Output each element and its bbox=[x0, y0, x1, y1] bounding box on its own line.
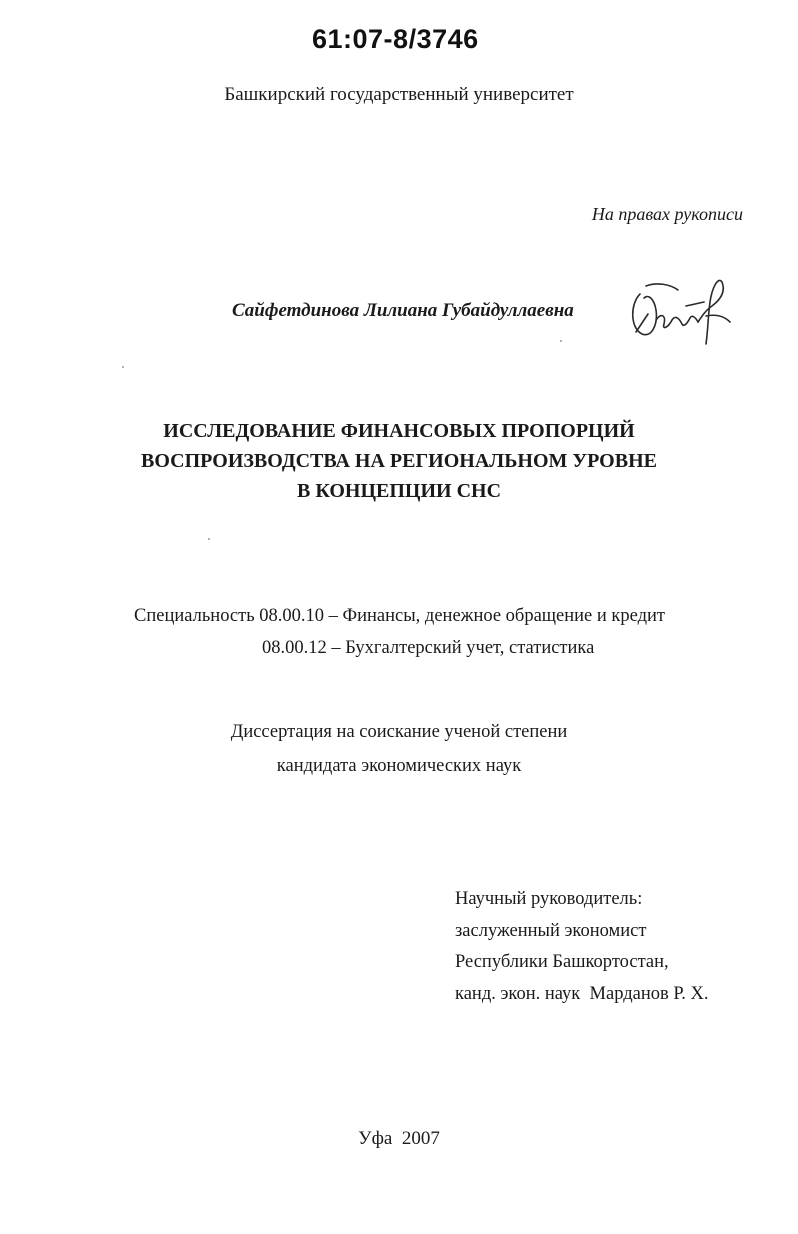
scan-speck bbox=[208, 538, 210, 540]
scientific-advisor bbox=[455, 884, 709, 1010]
specialty-line-2: 08.00.12 – Бухгалтерский учет, статистика bbox=[262, 638, 595, 658]
handwritten-signature bbox=[626, 272, 736, 352]
advisor-line: заслуженный экономист bbox=[455, 920, 647, 941]
degree-statement bbox=[0, 715, 798, 783]
title-line: ВОСПРОИЗВОДСТВА НА РЕГИОНАЛЬНОМ УРОВНЕ bbox=[141, 450, 657, 472]
advisor-line: Республики Башкортостан, bbox=[455, 952, 669, 972]
degree-line: Диссертация на соискание ученой степени bbox=[230, 722, 568, 742]
specialty-line-1: Специальность 08.00.10 – Финансы, денежное обращение и кредит bbox=[134, 606, 666, 626]
title-line: ИССЛЕДОВАНИЕ ФИНАНСОВЫХ ПРОПОРЦИЙ bbox=[163, 420, 635, 442]
title-line: В КОНЦЕПЦИИ СНС bbox=[296, 480, 502, 502]
author-name: Сайфетдинова Лилиана Губайдуллаевна bbox=[232, 300, 574, 321]
rights-note: На правах рукописи bbox=[591, 204, 743, 224]
advisor-line: канд. экон. наук Марданов Р. Х. bbox=[455, 983, 709, 1004]
scan-speck bbox=[122, 366, 124, 368]
university-name: Башкирский государственный университет bbox=[224, 84, 574, 105]
dissertation-title bbox=[0, 416, 798, 506]
catalog-number: 61:07-8/3746 bbox=[312, 24, 479, 54]
degree-line: кандидата экономических наук bbox=[276, 756, 522, 776]
advisor-line: Научный руководитель: bbox=[455, 889, 643, 909]
city-year: Уфа 2007 bbox=[358, 1128, 440, 1149]
scan-speck bbox=[560, 340, 562, 342]
